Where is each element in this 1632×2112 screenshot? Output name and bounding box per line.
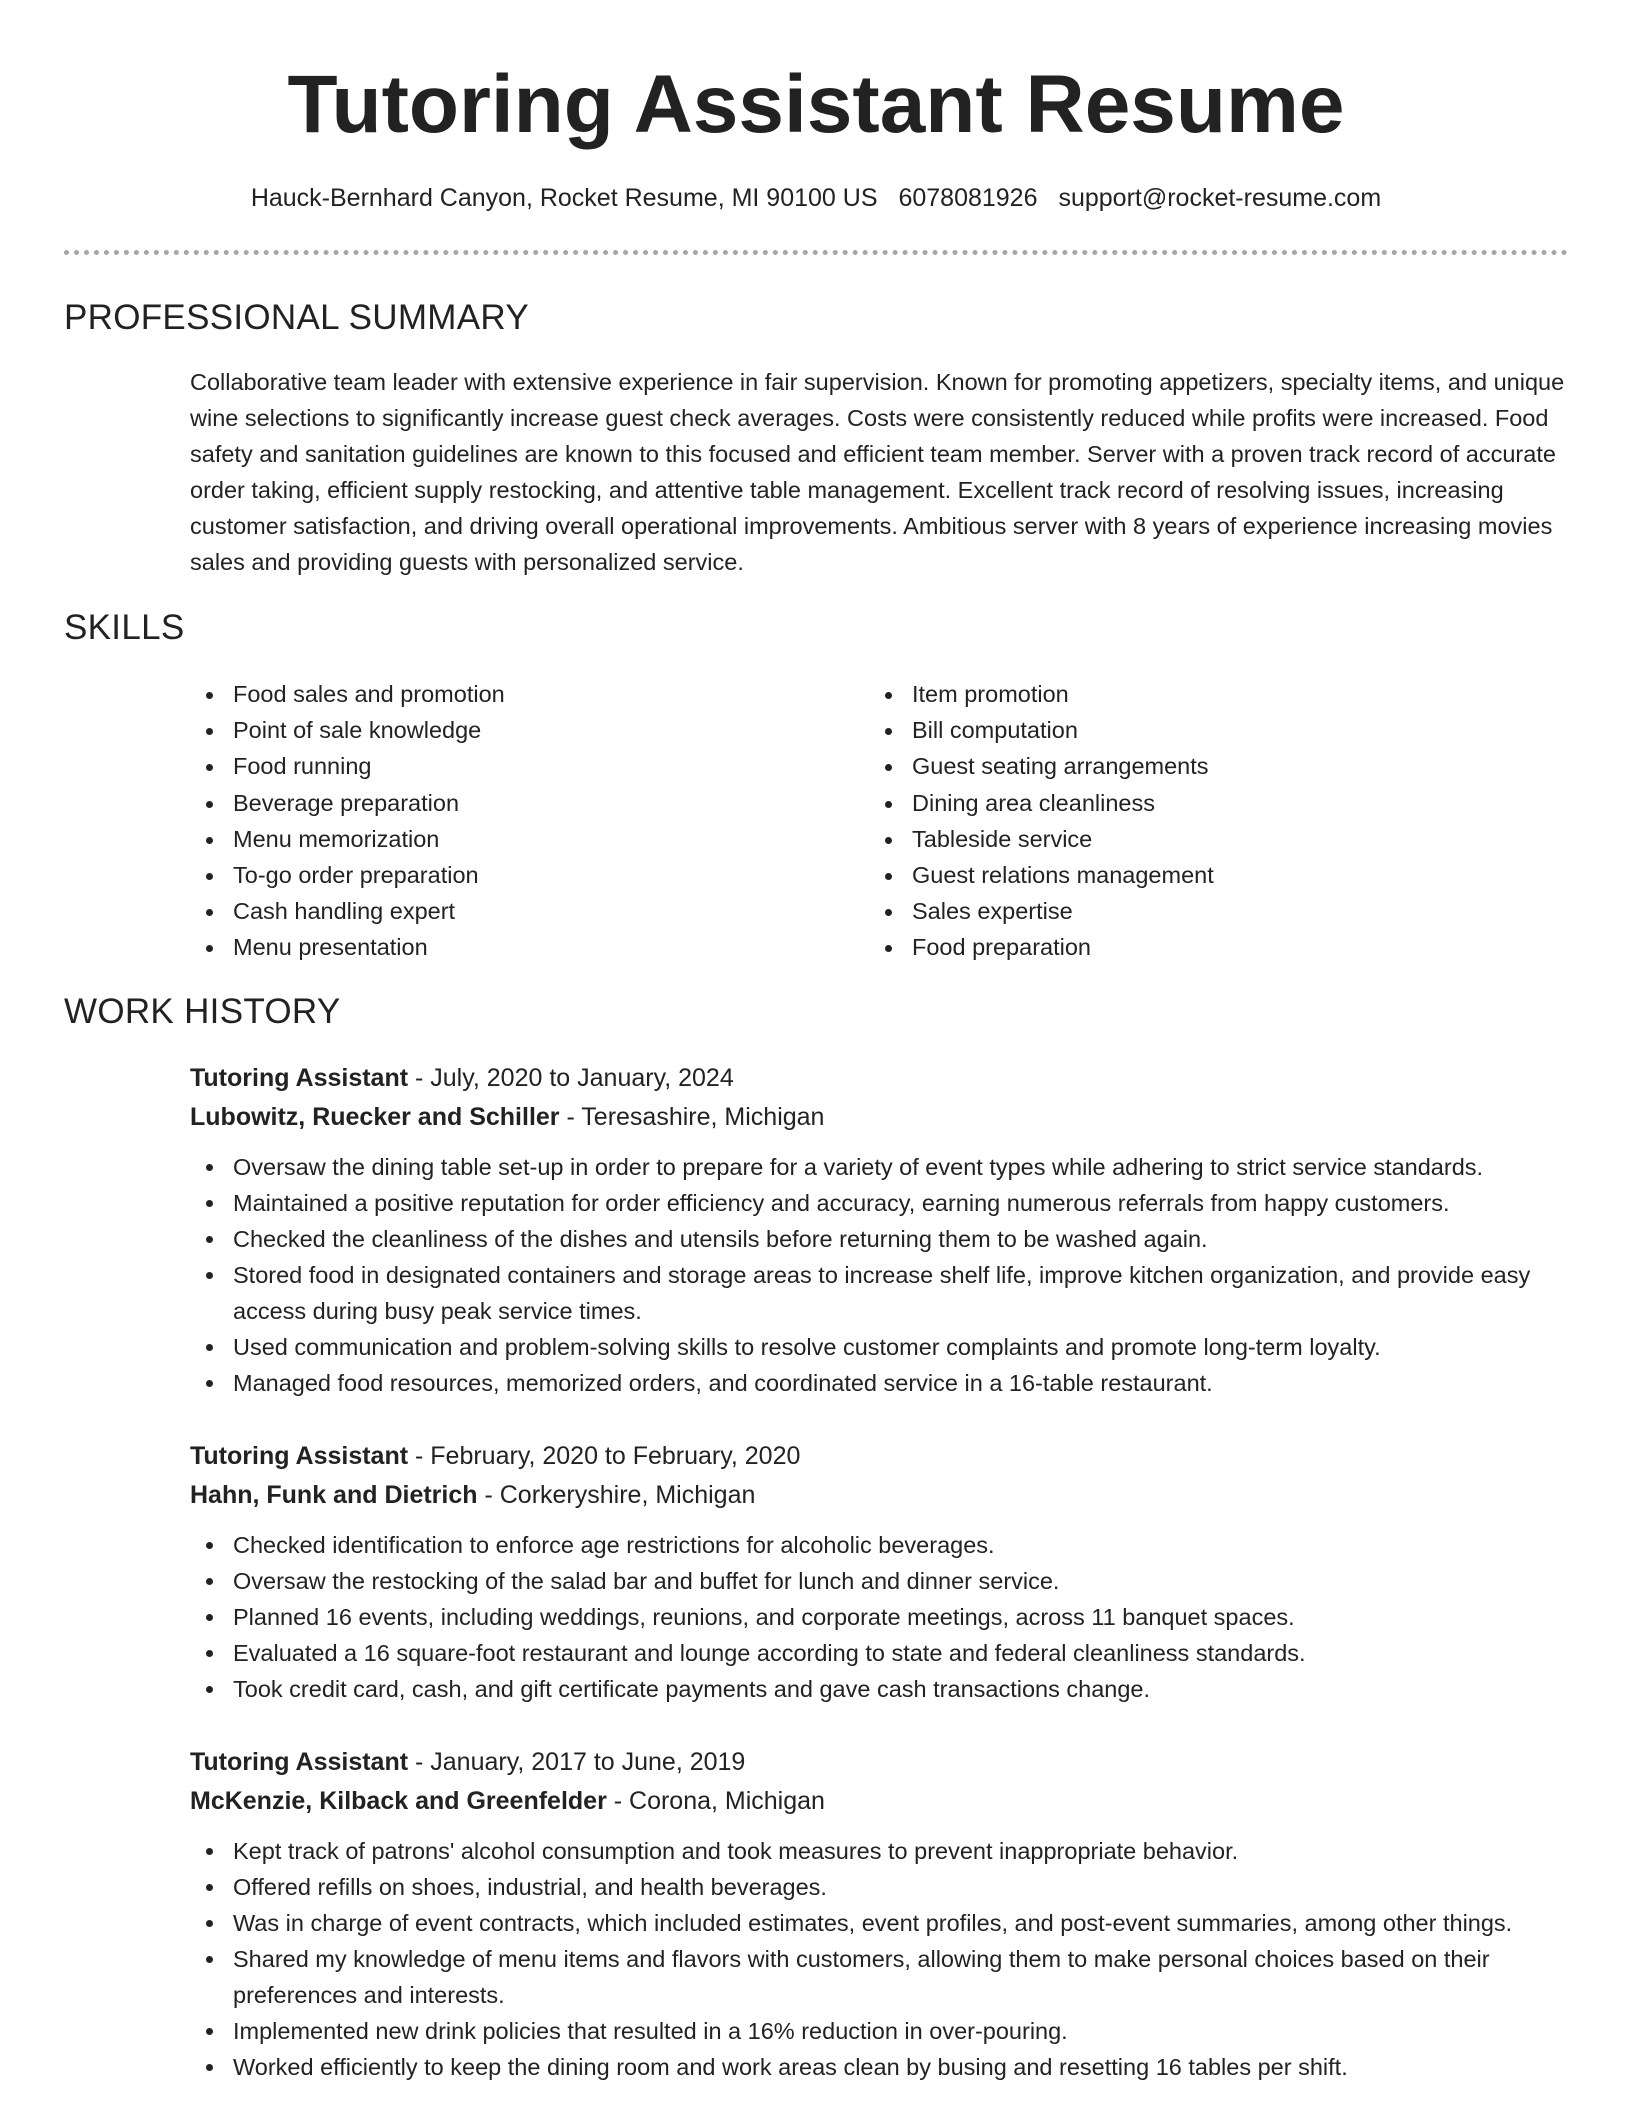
job-title: Tutoring Assistant [190,1748,409,1776]
contact-phone: 6078081926 [898,184,1038,212]
job-bullet: Shared my knowledge of menu items and flavors with customers, allowing them to make personal choices based on their preferences and interests. [190,1941,1568,2013]
job-bullets [190,1833,1568,2085]
skill-item: Menu presentation [190,929,850,965]
section-heading-summary: PROFESSIONAL SUMMARY [64,298,529,337]
contact-info [0,184,1632,213]
professional-summary: Collaborative team leader with extensive experience in fair supervision. Known for promoting appetizers, specialty items, and unique wine selections to significantly increase guest check averages. Costs were consistently reduced while profits were increased. Food safety and sanitation guidelines are known to this focused and efficient team member. Server with a proven track record of accurate order taking, efficient supply restocking, and attentive table management. Excellent track record of resolving issues, increasing customer satisfaction, and driving overall operational improvements. Ambitious server with 8 years of experience increasing movies sales and providing guests with personalized service. [190,369,1565,575]
job-title-line [190,1437,1568,1476]
job-bullet: Kept track of patrons' alcohol consumption and took measures to prevent inappropriate behavior. [190,1833,1568,1869]
job-company: Lubowitz, Ruecker and Schiller [190,1103,560,1131]
resume-title: Tutoring Assistant Resume [287,59,1345,150]
skill-item: Guest relations management [869,857,1529,893]
job-bullet: Implemented new drink policies that resulted in a 16% reduction in over-pouring. [190,2013,1568,2049]
job-bullet: Planned 16 events, including weddings, reunions, and corporate meetings, across 11 banquet spaces. [190,1599,1568,1635]
skill-item: Beverage preparation [190,785,850,821]
job-bullet: Offered refills on shoes, industrial, and health beverages. [190,1869,1568,1905]
job-bullet: Was in charge of event contracts, which included estimates, event profiles, and post-event summaries, among other things. [190,1905,1568,1941]
skills-list-right [869,676,1529,966]
section-heading-skills: SKILLS [64,608,185,647]
job-title: Tutoring Assistant [190,1442,409,1470]
job-bullet: Oversaw the dining table set-up in order to prepare for a variety of event types while adhering to strict service standards. [190,1149,1568,1185]
skill-item: Food sales and promotion [190,676,850,712]
job-entry [190,1059,1568,1401]
job-bullet: Used communication and problem-solving skills to resolve customer complaints and promote long-term loyalty. [190,1329,1568,1365]
skill-item: Food running [190,748,850,784]
job-company-line [190,1782,1568,1821]
job-dates: - July, 2020 to January, 2024 [408,1064,734,1092]
skill-item: Point of sale knowledge [190,712,850,748]
skill-item: Food preparation [869,929,1529,965]
job-title-line [190,1743,1568,1782]
job-company: McKenzie, Kilback and Greenfelder [190,1787,607,1815]
contact-address: Hauck-Bernhard Canyon, Rocket Resume, MI 90100 US [250,184,878,212]
job-location: - Corkeryshire, Michigan [477,1481,756,1509]
skill-item: Sales expertise [869,893,1529,929]
job-bullet: Evaluated a 16 square-foot restaurant and lounge according to state and federal cleanliness standards. [190,1635,1568,1671]
job-title-line [190,1059,1568,1098]
job-bullet: Maintained a positive reputation for order efficiency and accuracy, earning numerous referrals from happy customers. [190,1185,1568,1221]
job-bullet: Oversaw the restocking of the salad bar and buffet for lunch and dinner service. [190,1563,1568,1599]
job-title: Tutoring Assistant [190,1064,409,1092]
job-company-line [190,1098,1568,1137]
job-bullets [190,1149,1568,1401]
skill-item: Menu memorization [190,821,850,857]
job-dates: - February, 2020 to February, 2020 [408,1442,801,1470]
job-bullet: Stored food in designated containers and storage areas to increase shelf life, improve kitchen organization, and provide easy access during busy peak service times. [190,1257,1568,1329]
job-bullet: Worked efficiently to keep the dining room and work areas clean by busing and resetting 16 tables per shift. [190,2049,1568,2085]
section-heading-work: WORK HISTORY [64,992,341,1031]
job-bullet: Checked identification to enforce age restrictions for alcoholic beverages. [190,1527,1568,1563]
job-location: - Corona, Michigan [606,1787,825,1815]
skills-list-left [190,676,850,966]
job-bullet: Managed food resources, memorized orders, and coordinated service in a 16-table restaurant. [190,1365,1568,1401]
job-dates: - January, 2017 to June, 2019 [408,1748,746,1776]
skill-item: Cash handling expert [190,893,850,929]
skill-item: Dining area cleanliness [869,785,1529,821]
skill-item: Item promotion [869,676,1529,712]
job-bullet: Checked the cleanliness of the dishes and utensils before returning them to be washed again. [190,1221,1568,1257]
skill-item: Tableside service [869,821,1529,857]
job-company-line [190,1476,1568,1515]
job-location: - Teresashire, Michigan [559,1103,825,1131]
skill-item: Bill computation [869,712,1529,748]
header-divider [64,250,1568,255]
skill-item: To-go order preparation [190,857,850,893]
job-bullets [190,1527,1568,1707]
skill-item: Guest seating arrangements [869,748,1529,784]
contact-email: support@rocket-resume.com [1058,184,1382,212]
job-entry [190,1743,1568,2085]
job-company: Hahn, Funk and Dietrich [190,1481,478,1509]
job-bullet: Took credit card, cash, and gift certificate payments and gave cash transactions change. [190,1671,1568,1707]
job-entry [190,1437,1568,1707]
